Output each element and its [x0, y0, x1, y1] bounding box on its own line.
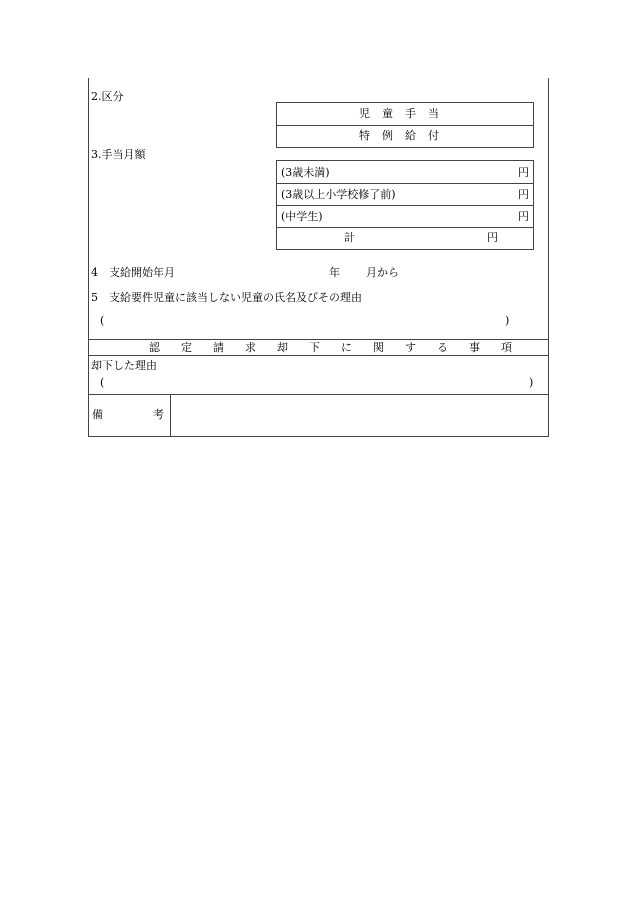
rejection-reason-label: 却下した理由: [91, 359, 157, 372]
amount-row-label: (3歳未満): [281, 166, 330, 179]
category-child-allowance: 児童手当: [359, 107, 451, 120]
rejection-header-border: [89, 355, 548, 356]
remarks-label-right: 考: [153, 408, 164, 421]
amount-divider: [277, 227, 533, 228]
rejection-open-paren: (: [100, 376, 105, 389]
remarks-label-left: 備: [92, 408, 103, 421]
section-3-label: 3.手当月額: [91, 148, 146, 161]
amount-row-unit: 円: [518, 166, 529, 179]
amount-row-unit: 円: [518, 210, 529, 223]
section-5-open-paren: (: [100, 314, 105, 327]
section-4-label: 4 支給開始年月: [91, 266, 175, 279]
amount-row-junior-high: [277, 205, 533, 227]
amount-total-unit: 円: [487, 231, 498, 244]
amount-total-label: 計: [344, 231, 355, 244]
remarks-field[interactable]: [171, 395, 548, 436]
rejection-close-paren: ): [529, 376, 534, 389]
section-2-label: 2.区分: [91, 90, 124, 103]
category-special-benefit: 特例給付: [359, 129, 451, 142]
section-5-close-paren: ): [505, 314, 510, 327]
category-box: [276, 102, 534, 148]
rejection-header: 認定請求却下に関する事項: [149, 341, 533, 354]
amount-row-3-to-elementary: [277, 183, 533, 205]
amount-row-under-3: [277, 161, 533, 183]
section-4-month-from: 月から: [366, 266, 399, 279]
amount-row-label: (中学生): [281, 210, 323, 223]
amount-row-label: (3歳以上小学校修了前): [281, 188, 396, 201]
amount-box: [276, 160, 534, 250]
section-4-year: 年: [329, 266, 340, 279]
amount-row-unit: 円: [518, 188, 529, 201]
category-divider: [277, 125, 533, 126]
section-5-label: 5 支給要件児童に該当しない児童の氏名及びその理由: [91, 291, 362, 304]
rejection-top-border: [89, 339, 548, 340]
benefit-form: [88, 78, 549, 437]
